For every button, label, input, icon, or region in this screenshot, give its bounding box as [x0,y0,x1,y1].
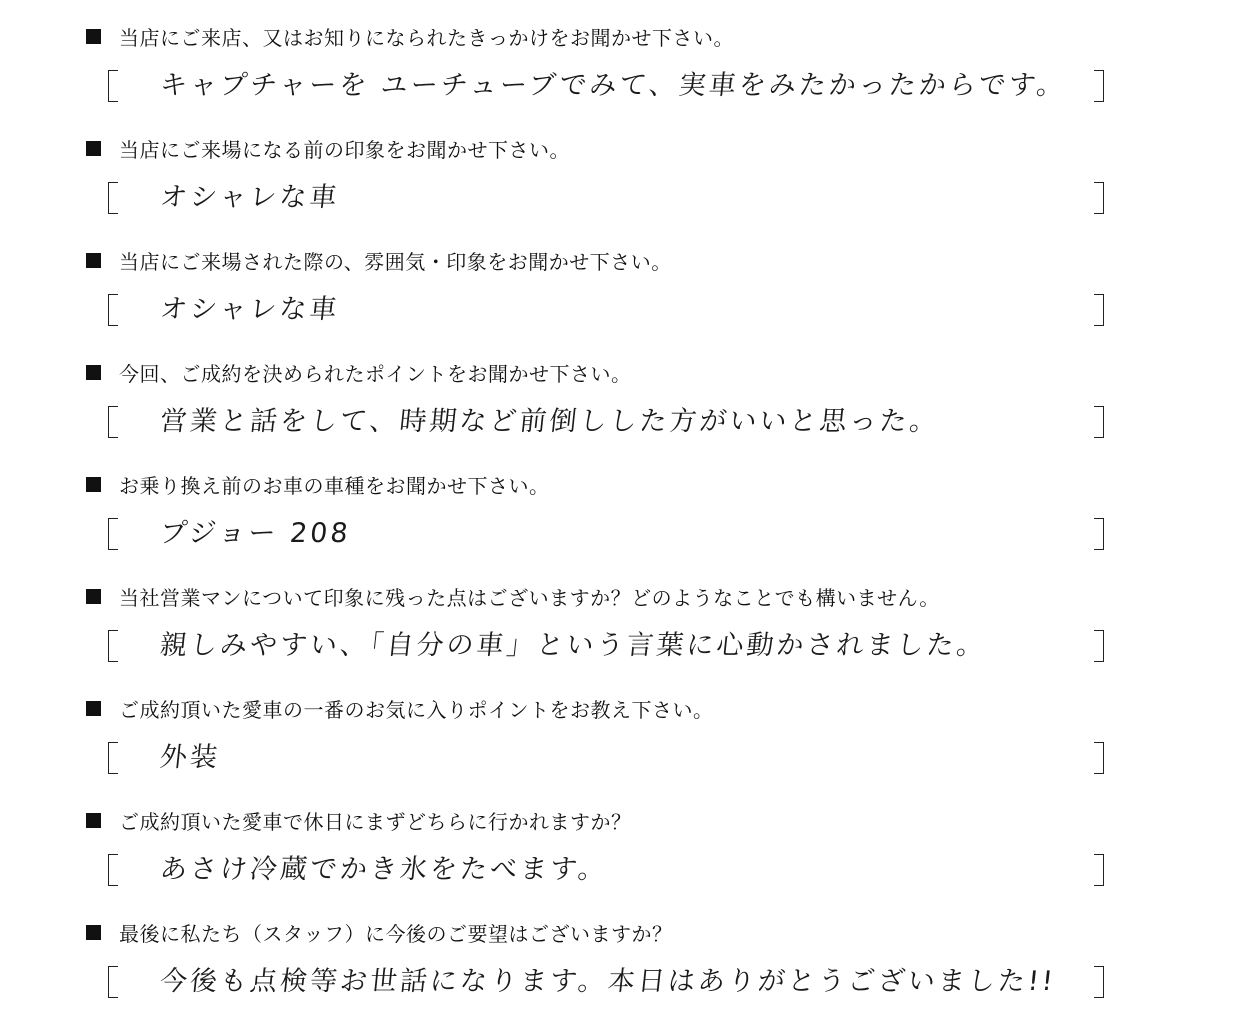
survey-item [0,0,1242,112]
handwritten-answer: 外装 [158,742,222,773]
answer-field [104,178,1104,222]
survey-item [0,784,1242,896]
question [86,918,673,946]
answer-field [104,850,1104,894]
answer-field [104,962,1104,1006]
right-bracket-icon [1094,630,1104,662]
right-bracket-icon [1094,182,1104,214]
left-bracket-icon [108,182,118,214]
right-bracket-icon [1094,854,1104,886]
question [86,22,734,50]
bullet-square-icon [86,365,101,380]
handwritten-answer: 今後も点検等お世話になります。本日はありがとうございました!! [158,966,1058,997]
answer-field [104,738,1104,782]
right-bracket-icon [1094,518,1104,550]
answer-field [104,626,1104,670]
question [86,806,632,834]
left-bracket-icon [108,966,118,998]
survey-item [0,112,1242,224]
right-bracket-icon [1094,406,1104,438]
left-bracket-icon [108,406,118,438]
question [86,694,714,722]
question-text: 当店にご来場された際の、雰囲気・印象をお聞かせ下さい。 [119,249,672,274]
bullet-square-icon [86,925,101,940]
survey-item [0,672,1242,784]
left-bracket-icon [108,294,118,326]
right-bracket-icon [1094,966,1104,998]
left-bracket-icon [108,518,118,550]
question [86,246,672,274]
question-text: 最後に私たち（スタッフ）に今後のご要望はございますか？ [119,921,673,946]
handwritten-answer: オシャレな車 [158,294,342,325]
bullet-square-icon [86,813,101,828]
survey-item [0,224,1242,336]
question-text: 当店にご来場になる前の印象をお聞かせ下さい。 [119,137,570,162]
left-bracket-icon [108,70,118,102]
left-bracket-icon [108,630,118,662]
handwritten-answer: 営業と話をして、時期など前倒しした方がいいと思った。 [158,406,942,437]
right-bracket-icon [1094,742,1104,774]
right-bracket-icon [1094,294,1104,326]
question [86,582,940,610]
left-bracket-icon [108,854,118,886]
bullet-square-icon [86,701,101,716]
handwritten-answer: 親しみやすい、「自分の車」という言葉に心動かされました。 [158,630,989,661]
right-bracket-icon [1094,70,1104,102]
handwritten-answer: あさけ冷蔵でかき氷をたべます。 [158,854,610,885]
bullet-square-icon [86,141,101,156]
answer-field [104,66,1104,110]
bullet-square-icon [86,253,101,268]
question [86,470,550,498]
answer-field [104,402,1104,446]
bullet-square-icon [86,29,101,44]
bullet-square-icon [86,589,101,604]
survey-item [0,560,1242,672]
question-text: 当社営業マンについて印象に残った点はございますか？どのようなことでも構いません。 [119,585,940,610]
survey-item [0,448,1242,560]
question [86,134,570,162]
question-text: ご成約頂いた愛車で休日にまずどちらに行かれますか？ [119,809,632,834]
handwritten-answer: プジョー 208 [158,518,353,549]
handwritten-answer: オシャレな車 [158,182,342,213]
question-text: 当店にご来店、又はお知りになられたきっかけをお聞かせ下さい。 [119,25,734,50]
survey-item [0,896,1242,1008]
answer-field [104,514,1104,558]
question-text: 今回、ご成約を決められたポイントをお聞かせ下さい。 [119,361,632,386]
left-bracket-icon [108,742,118,774]
bullet-square-icon [86,477,101,492]
answer-field [104,290,1104,334]
question-text: お乗り換え前のお車の車種をお聞かせ下さい。 [119,473,550,498]
question-text: ご成約頂いた愛車の一番のお気に入りポイントをお教え下さい。 [119,697,714,722]
survey-item [0,336,1242,448]
handwritten-answer: キャプチャーを ユーチューブでみて、実車をみたかったからです。 [158,70,1069,101]
question [86,358,632,386]
